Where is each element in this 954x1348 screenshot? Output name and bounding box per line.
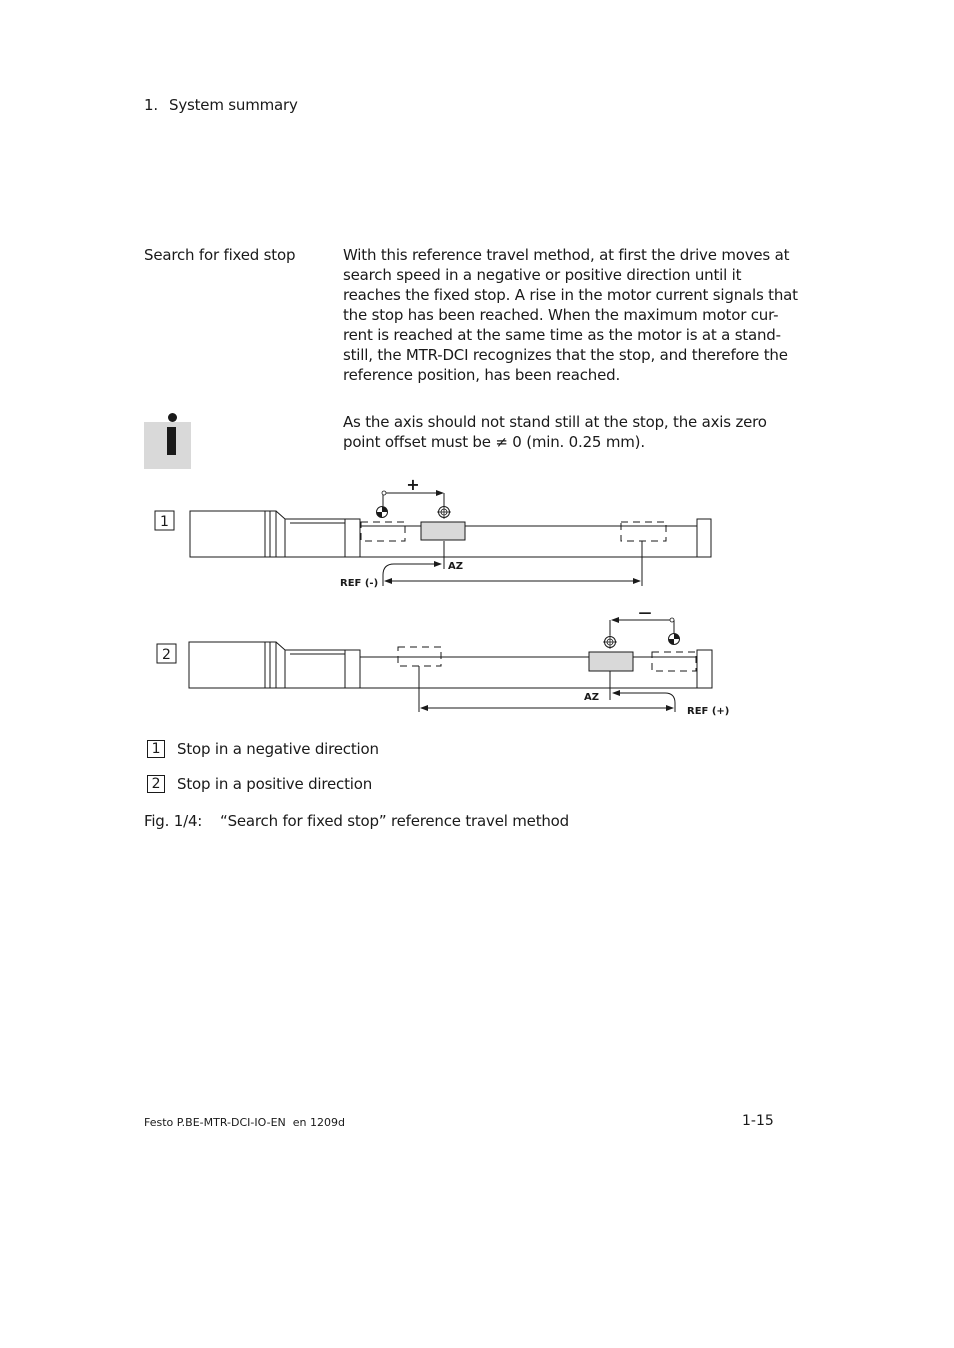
ghost-carriage-end xyxy=(652,652,696,671)
panel-number: 1 xyxy=(160,514,169,530)
body-line: still, the MTR-DCI recognizes that the stop, and therefore the xyxy=(343,346,788,364)
body-line: reference position, has been reached. xyxy=(343,366,621,384)
reference-point-icon xyxy=(669,634,680,645)
ghost-carriage-start xyxy=(361,522,405,541)
az-arrow xyxy=(383,564,441,586)
axis-tube xyxy=(360,650,712,688)
body-paragraph xyxy=(343,245,798,385)
body-line: search speed in a negative or positive direction until it xyxy=(343,266,742,284)
section-number: 1. xyxy=(144,96,158,114)
fixed-stop-diagram xyxy=(0,470,954,730)
legend-number: 1 xyxy=(147,740,165,758)
footer-document-id: Festo P.BE-MTR-DCI-IO-EN en 1209d xyxy=(144,1116,345,1129)
ghost-carriage-end xyxy=(621,522,666,541)
info-icon-dot xyxy=(168,413,177,422)
side-heading: Search for fixed stop xyxy=(144,246,296,264)
direction-sign: + xyxy=(406,475,420,494)
diagram-panel-1 xyxy=(155,475,711,589)
legend-text: Stop in a positive direction xyxy=(177,775,373,793)
section-header xyxy=(144,95,298,115)
ref-label: REF (-) xyxy=(340,578,379,589)
az-arrow xyxy=(613,693,675,712)
info-icon-stem xyxy=(167,427,176,455)
page-number: 1-15 xyxy=(742,1113,774,1129)
carriage xyxy=(589,652,633,671)
legend-text: Stop in a negative direction xyxy=(177,740,379,758)
note-line: point offset must be ≠ 0 (min. 0.25 mm). xyxy=(343,433,645,451)
motor-body xyxy=(189,642,360,688)
axis-tube xyxy=(360,519,711,557)
body-line: rent is reached at the same time as the motor is at a stand- xyxy=(343,326,781,344)
axis-zero-icon xyxy=(437,505,451,519)
body-line: reaches the fixed stop. A rise in the motor current signals that xyxy=(343,286,798,304)
diagram-panel-2 xyxy=(157,606,729,717)
reference-point-icon xyxy=(377,507,388,518)
figure-number: Fig. 1/4: xyxy=(144,812,203,830)
section-title: System summary xyxy=(169,96,298,114)
figure-title: “Search for fixed stop” reference travel method xyxy=(220,812,569,830)
axis-zero-icon xyxy=(603,635,617,649)
figure-caption xyxy=(144,811,569,831)
az-label: AZ xyxy=(584,692,599,703)
ref-label: REF (+) xyxy=(687,706,730,717)
az-label: AZ xyxy=(448,561,463,572)
body-line: the stop has been reached. When the maximum motor cur- xyxy=(343,306,779,324)
legend-number: 2 xyxy=(147,775,165,793)
offset-arrow-origin xyxy=(670,618,674,622)
body-line: With this reference travel method, at first the drive moves at xyxy=(343,246,790,264)
direction-sign: — xyxy=(638,606,652,621)
note-line: As the axis should not stand still at the stop, the axis zero xyxy=(343,413,767,431)
panel-number: 2 xyxy=(162,647,171,663)
motor-body xyxy=(190,511,360,557)
offset-arrow-origin xyxy=(382,491,386,495)
note-paragraph xyxy=(343,412,783,452)
info-icon xyxy=(144,422,191,469)
carriage xyxy=(421,522,465,540)
